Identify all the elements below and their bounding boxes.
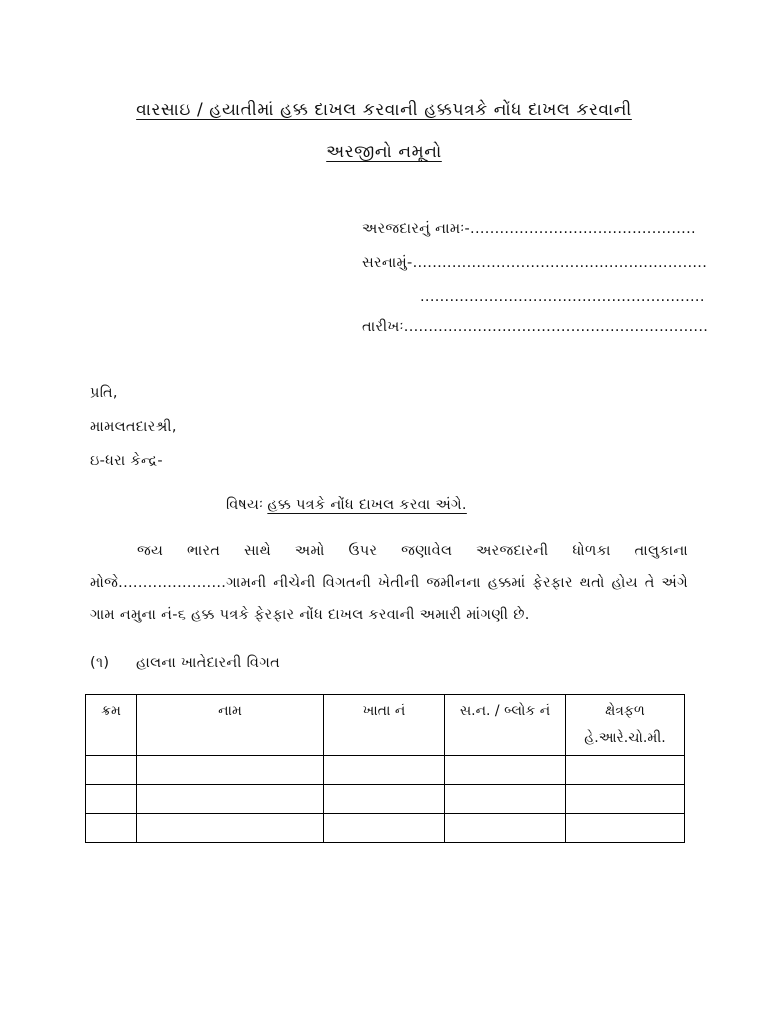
application-date-field: તારીખઃ.............................................................. — [362, 319, 709, 335]
recipient-officer: મામલતદારશ્રી, — [90, 419, 177, 435]
table-cell-serial — [86, 814, 137, 843]
header-name: નામ — [137, 695, 324, 756]
table-cell-serial — [86, 756, 137, 785]
table-cell-name — [137, 785, 324, 814]
subject-label: વિષયઃ — [226, 497, 264, 513]
form-title-text-1: વારસાઇ / હયાતીમાં હક્ક દાખલ કરવાની હક્કપત્રકે નોંધ દાખલ કરવાની — [136, 100, 632, 120]
form-title-text-2: અરજીનો નમૂનો — [326, 142, 442, 162]
table-cell-name — [137, 814, 324, 843]
header-account-number: ખાતા નં — [324, 695, 445, 756]
header-area-unit: હે.આરે.ચો.મી. — [584, 730, 666, 746]
recipient-to: પ્રતિ, — [90, 385, 118, 401]
table-cell-area — [566, 814, 685, 843]
table-row — [86, 814, 685, 843]
table-cell-name — [137, 756, 324, 785]
subject-text: હક્ક પત્રકે નોંધ દાખલ કરવા અંગે. — [267, 497, 467, 513]
section-1-number: (૧) — [90, 655, 110, 671]
header-serial: ક્રમ — [86, 695, 137, 756]
applicant-address-field-2: .......................................................... — [420, 289, 705, 305]
table-cell-survey-block-number — [445, 814, 566, 843]
subject-line — [226, 494, 467, 516]
table-cell-account-number — [324, 814, 445, 843]
table-row — [86, 756, 685, 785]
table-cell-survey-block-number — [445, 785, 566, 814]
body-paragraph-line-1: જય ભારત સાથે અમો ઉપર જણાવેલ અરજદારની ધોળકા તાલુકાના — [137, 543, 688, 559]
form-title-line-2 — [40, 140, 728, 164]
body-paragraph-line-2: મોજે......................ગામની નીચેની વિગતની ખેતીની જમીનના હક્કમાં ફેરફાર થતો હોય તે અંગે — [90, 575, 688, 591]
form-body — [85, 535, 689, 843]
table-header-row — [86, 695, 685, 756]
table-cell-area — [566, 785, 685, 814]
section-1-title: હાલના ખાતેદારની વિગત — [136, 655, 280, 671]
body-paragraph-line-3: ગામ નમુના નં-૬ હક્ક પત્રકે ફેરફાર નોંધ દાખલ કરવાની અમારી માંગણી છે. — [90, 607, 530, 623]
header-area — [566, 695, 685, 756]
table-cell-account-number — [324, 756, 445, 785]
recipient-center: ઇ-ધરા કેન્દ્ર- — [90, 453, 163, 469]
form-title-line-1 — [40, 98, 728, 122]
header-area-label: ક્ષેત્રફળ — [605, 703, 645, 719]
header-survey-block-number: સ.ન. / બ્લોક નં — [445, 695, 566, 756]
applicant-address-field-1: સરનામું-............................................................ — [362, 255, 708, 271]
table-cell-serial — [86, 785, 137, 814]
applicant-name-field: અરજદારનું નામઃ-.............................................. — [362, 221, 696, 237]
table-cell-area — [566, 756, 685, 785]
section-1-heading — [85, 647, 689, 679]
table-cell-account-number — [324, 785, 445, 814]
table-cell-survey-block-number — [445, 756, 566, 785]
table-row — [86, 785, 685, 814]
landholder-details-table — [85, 694, 685, 843]
